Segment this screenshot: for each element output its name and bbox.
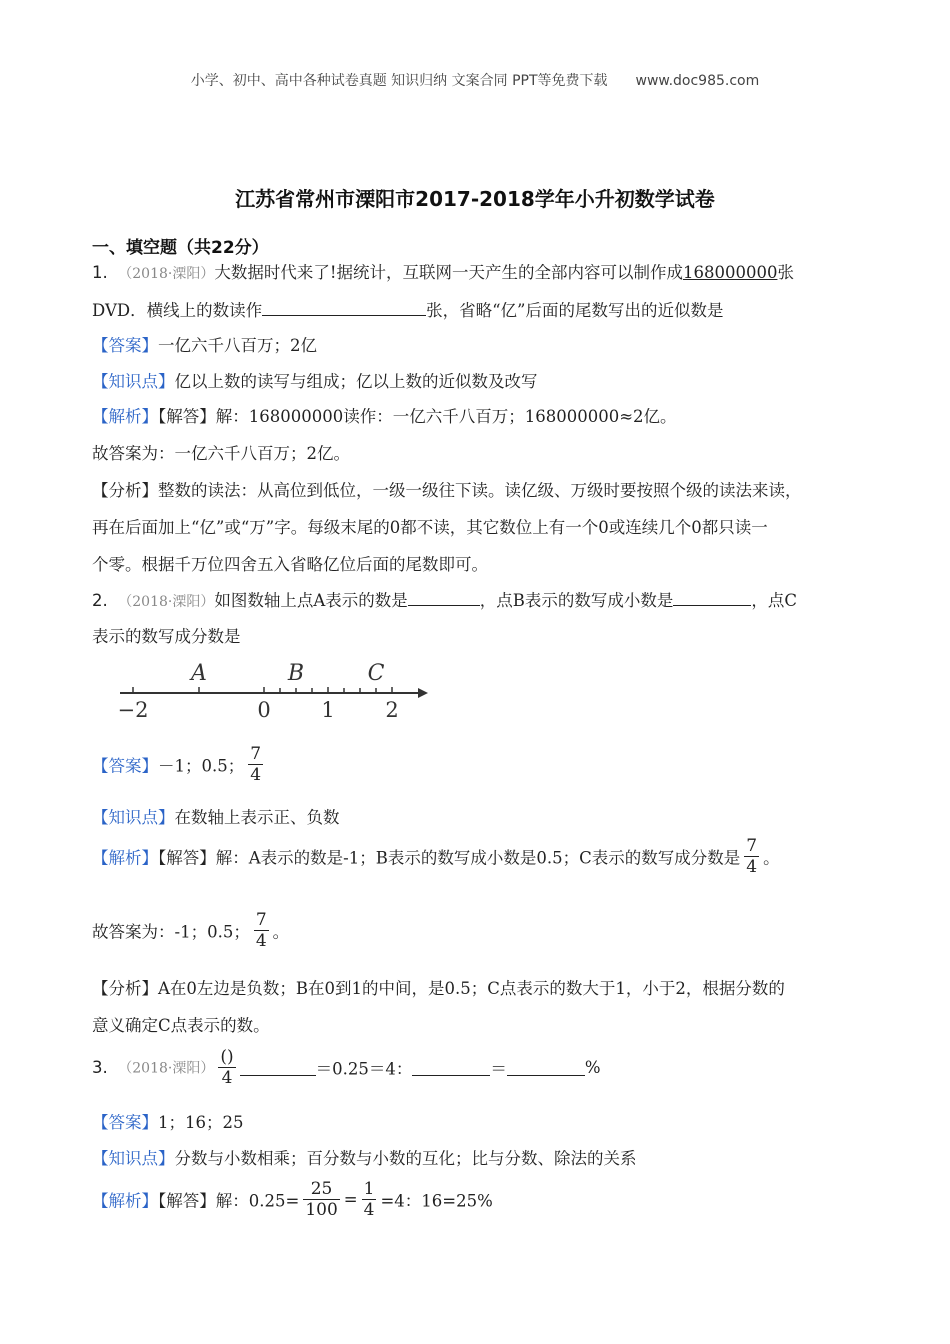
q3-blank-2[interactable] [412, 1059, 490, 1077]
q3-knowledge [92, 1145, 637, 1169]
q1-stem-b: 张 [777, 263, 794, 282]
q1-number: 1. [92, 263, 108, 282]
q1-answer-text: 一亿六千八百万；2亿 [158, 336, 317, 355]
q2-answer [92, 744, 267, 785]
q1-knowledge [92, 368, 538, 392]
q1-line-2 [92, 297, 723, 321]
point-a-label: A [191, 661, 207, 686]
q3-equals: = [343, 1190, 358, 1209]
q2-number: 2. [92, 591, 108, 610]
q2-solution [92, 836, 780, 877]
q1-knowledge-text: 亿以上数的读写与组成；亿以上数的近似数及改写 [174, 372, 538, 391]
q3-knowledge-text: 分数与小数相乘；百分数与小数的互化；比与分数、除法的关系 [174, 1149, 637, 1168]
q2-stem-b: ，点B表示的数写成小数是 [479, 591, 674, 610]
q2-solution-fraction: $\frac{7}{4}$ [746, 836, 758, 877]
q2-answer-text: －1；0.5； [158, 756, 245, 776]
analysis-tag: 【解析】 [92, 1191, 158, 1211]
q3-solution [92, 1179, 493, 1220]
answer-tag: 【答案】 [92, 756, 158, 776]
q1-stem-a: 大数据时代来了!据统计，互联网一天产生的全部内容可以制作成 [214, 263, 683, 282]
q3-blank-3[interactable] [507, 1059, 585, 1077]
q2-knowledge [92, 804, 340, 828]
q2-final [92, 910, 289, 951]
answer-tag: 【答案】 [92, 336, 158, 355]
q1-answer [92, 332, 317, 356]
q3-eq1: ＝0.25＝4： [315, 1059, 413, 1079]
q3-answer-text: 1；16；25 [158, 1113, 244, 1132]
q1-line-1 [92, 259, 794, 283]
q2-blank-1[interactable] [408, 589, 480, 607]
q2-stem-a: 如图数轴上点A表示的数是 [214, 591, 408, 610]
knowledge-tag: 【知识点】 [92, 1149, 175, 1168]
q1-stem-c: DVD．横线上的数读作 [92, 301, 263, 320]
q3-number: 3. [92, 1058, 108, 1077]
header-site-link[interactable]: www.doc985.com [635, 73, 760, 89]
q2-stem-c: ，点C [751, 591, 798, 610]
q3-fraction-1-4: $\frac{1}{4}$ [363, 1179, 375, 1220]
page-header [0, 70, 950, 90]
tick-label-1: 1 [321, 698, 335, 722]
solution-tag: 【解答】 [158, 848, 216, 868]
number-line-figure [112, 655, 432, 725]
q3-percent: % [584, 1058, 601, 1077]
q2-analysis-text-1: A在0左边是负数；B在0到1的中间，是0.5；C点表示的数大于1，小于2，根据分数的 [158, 979, 785, 998]
q1-solution [92, 403, 677, 427]
q1-final: 故答案为：一亿六千八百万；2亿。 [92, 444, 350, 463]
q1-analysis-3: 个零。根据千万位四舍五入省略亿位后面的尾数即可。 [92, 555, 488, 574]
fenxi-tag: 【分析】 [92, 481, 158, 500]
q1-stem-d: 张，省略“亿”后面的尾数写出的近似数是 [426, 301, 724, 320]
q3-solution-text-b: =4：16=25% [380, 1191, 493, 1211]
q3-blank-1[interactable] [240, 1059, 316, 1077]
q1-number-underlined: 168000000 [682, 263, 778, 282]
q2-stem-d: 表示的数写成分数是 [92, 627, 241, 646]
tick-label-2: 2 [385, 698, 399, 722]
answer-tag: 【答案】 [92, 1113, 158, 1132]
q2-final-fraction: $\frac{7}{4}$ [255, 910, 267, 951]
q2-solution-text: 解：A表示的数是-1；B表示的数写成小数是0.5；C表示的数写成分数是 [215, 848, 741, 868]
q3-answer [92, 1109, 244, 1133]
q2-knowledge-text: 在数轴上表示正、负数 [174, 808, 340, 827]
q2-source: （2018·溧阳） [118, 594, 215, 610]
q2-line-1 [92, 587, 797, 611]
q2-analysis-2: 意义确定C点表示的数。 [92, 1016, 270, 1035]
axis-arrow [418, 688, 428, 698]
q2-analysis-1 [92, 975, 785, 999]
q1-solution-text: 解：168000000读作：一亿六千八百万；168000000≈2亿。 [215, 407, 677, 426]
point-c-label: C [367, 661, 385, 686]
solution-tag: 【解答】 [158, 1191, 216, 1211]
analysis-tag: 【解析】 [92, 407, 158, 426]
q3-solution-text-a: 解：0.25= [215, 1191, 300, 1211]
q2-answer-fraction: $\frac{7}{4}$ [250, 744, 262, 785]
point-b-label: B [287, 661, 305, 686]
knowledge-tag: 【知识点】 [92, 808, 175, 827]
q1-source: （2018·溧阳） [118, 266, 215, 282]
q2-final-text: 故答案为：-1；0.5； [92, 922, 250, 942]
header-text: 小学、初中、高中各种试卷真题 知识归纳 文案合同 PPT等免费下载 [190, 73, 608, 89]
q2-line-2 [92, 623, 241, 647]
q3-line-1 [92, 1047, 601, 1088]
q1-analysis-text-1: 整数的读法：从高位到低位，一级一级往下读。读亿级、万级时要按照个级的读法来读， [158, 481, 802, 500]
q2-blank-2[interactable] [673, 589, 751, 607]
q1-blank-1[interactable] [262, 299, 426, 317]
q3-source: （2018·溧阳） [118, 1060, 215, 1077]
q2-final-period: 。 [272, 922, 290, 942]
analysis-tag: 【解析】 [92, 848, 158, 868]
knowledge-tag: 【知识点】 [92, 372, 175, 391]
q3-question-fraction: $\frac{()}{4}$ [220, 1047, 234, 1088]
solution-tag: 【解答】 [158, 407, 216, 426]
q3-fraction-25-100: $\frac{25}{100}$ [305, 1179, 338, 1220]
section-heading: 一、填空题（共22分） [92, 238, 269, 258]
fenxi-tag: 【分析】 [92, 979, 158, 998]
q1-analysis-2: 再在后面加上“亿”或“万”字。每级末尾的0都不读，其它数位上有一个0或连续几个0都只读一 [92, 518, 768, 537]
tick-label-neg2: −2 [117, 698, 149, 722]
q2-solution-period: 。 [763, 848, 780, 868]
q1-analysis-1 [92, 477, 802, 501]
page-title: 江苏省常州市溧阳市2017-2018学年小升初数学试卷 [235, 187, 715, 211]
q3-eq2: ＝ [490, 1059, 507, 1079]
tick-label-0: 0 [257, 698, 271, 722]
